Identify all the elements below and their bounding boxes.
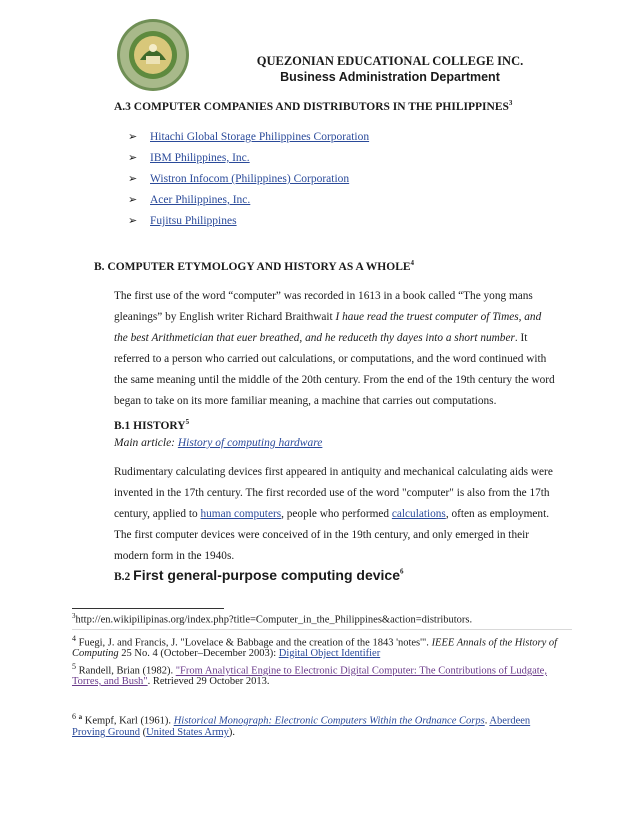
section-b2-heading: B.2 First general-purpose computing device$^6$ xyxy=(114,567,404,583)
history-paragraph xyxy=(114,466,570,576)
footnote-5: $^5$ Randell, Brian (1982). "From Analytical Engine to Electronic Digital Computer: The Contributions of Ludgate, xyxy=(72,662,547,677)
paragraph-line: modern form in the 1940s. xyxy=(114,550,235,562)
kempf-monograph-link[interactable]: Historical Monograph: Electronic Computers Within the Ordnance Corps xyxy=(173,715,485,727)
doi-link[interactable]: Digital Object Identifier xyxy=(278,648,381,659)
paragraph-line: the best Arithmetician that euer breathed, and he reduceth thy dayes into a short number. It xyxy=(114,332,528,344)
footnote-ref-3[interactable]: 3 xyxy=(508,99,513,107)
section-a3-heading xyxy=(114,99,512,113)
footnote-ref-5[interactable]: 5 xyxy=(185,418,190,426)
paragraph-line: century, applied to human computers, people who performed calculations, often as employment. xyxy=(114,508,550,520)
college-name: QUEZONIAN EDUCATIONAL COLLEGE INC. xyxy=(256,54,524,68)
footnote-ref-6[interactable]: 6 xyxy=(400,567,404,576)
randell-article-link-cont[interactable]: Torres, and Bush" xyxy=(72,676,148,687)
calculations-link[interactable]: calculations xyxy=(391,508,446,520)
etymology-paragraph xyxy=(114,290,570,430)
arrow-bullet-icon: ➢ xyxy=(128,214,138,227)
college-seal-logo xyxy=(116,18,190,92)
arrow-bullet-icon: ➢ xyxy=(128,172,138,185)
aberdeen-link[interactable]: Aberdeen xyxy=(489,715,531,727)
section-b2-title: First general-purpose computing device xyxy=(133,567,400,583)
footnote-ref-4[interactable]: 4 xyxy=(410,259,415,267)
distributor-link[interactable]: IBM Philippines, Inc. xyxy=(150,152,250,164)
distributor-link[interactable]: Acer Philippines, Inc. xyxy=(150,194,251,206)
footnote-4-cont: Computing 25 No. 4 (October–December 2003): Digital Object Identifier xyxy=(72,648,381,659)
randell-article-link[interactable]: "From Analytical Engine to Electronic Digital Computer: The Contributions of Ludgate, xyxy=(175,665,547,677)
human-computers-link[interactable]: human computers xyxy=(200,508,282,520)
paragraph-line: Rudimentary calculating devices first appeared in antiquity and mechanical calculating aids were xyxy=(114,466,553,478)
footnote-6-cont: Proving Ground (United States Army). xyxy=(72,727,236,738)
paragraph-line: The first computer devices were conceived of in the 19th century, and only emerged in their xyxy=(114,529,530,541)
footnote-separator xyxy=(72,608,224,609)
main-article-note: Main article: History of computing hardware xyxy=(114,437,323,449)
distributor-link[interactable]: Wistron Infocom (Philippines) Corporation xyxy=(150,173,350,185)
paragraph-line: began to take on its more familiar meaning, a machine that carries out computations. xyxy=(114,395,497,407)
distributor-link[interactable]: Fujitsu Philippines xyxy=(150,215,237,227)
footnote-divider xyxy=(72,629,572,630)
footnote-6-block xyxy=(72,712,572,742)
section-b-heading xyxy=(94,259,414,273)
section-b1-heading xyxy=(114,418,189,432)
paragraph-line: referred to a person who carried out calculations, or computations, and the word continued with xyxy=(114,353,547,365)
us-army-link[interactable]: United States Army xyxy=(146,727,229,738)
distributor-link[interactable]: Hitachi Global Storage Philippines Corporation xyxy=(150,131,370,143)
footnote-6: $^6$ $^a$ Kempf, Karl (1961). Historical Monograph: Electronic Computers Within the Ordnance Corps. Aberdeen xyxy=(72,712,531,727)
section-b-title: B. COMPUTER ETYMOLOGY AND HISTORY AS A WHOLE xyxy=(94,260,411,273)
arrow-bullet-icon: ➢ xyxy=(128,151,138,164)
arrow-bullet-icon: ➢ xyxy=(128,193,138,206)
paragraph-line: invented in the 17th century. The first recorded use of the word "computer" is also from the 17th xyxy=(114,487,550,499)
footnote-5-cont: Torres, and Bush". Retrieved 29 October 2013. xyxy=(72,676,270,687)
department-name: Business Administration Department xyxy=(280,70,500,84)
proving-ground-link[interactable]: Proving Ground xyxy=(72,727,140,738)
section-b1-title: B.1 HISTORY xyxy=(114,419,186,432)
section-a3-title: A.3 COMPUTER COMPANIES AND DISTRIBUTORS IN THE PHILIPPINES xyxy=(114,100,509,113)
paragraph-line: The first use of the word “computer” was recorded in 1613 in a book called “The yong mans xyxy=(114,290,533,302)
paragraph-line: the same meaning until the middle of the 20th century. From the end of the 19th century the word xyxy=(114,374,555,386)
paragraph-line: gleanings” by English writer Richard Braithwait I haue read the truest computer of Times, and xyxy=(114,311,542,323)
arrow-bullet-icon: ➢ xyxy=(128,130,138,143)
footnote-4: $^4$ Fuegi, J. and Francis, J. "Lovelace & Babbage and the creation of the 1843 'notes'". IEEE Annals of the History of xyxy=(72,634,558,649)
footnote-3: $^3$http://en.wikipilipinas.org/index.php?title=Computer_in_the_Philippines&action=distributors. xyxy=(72,612,473,626)
main-article-link[interactable]: History of computing hardware xyxy=(177,437,323,449)
